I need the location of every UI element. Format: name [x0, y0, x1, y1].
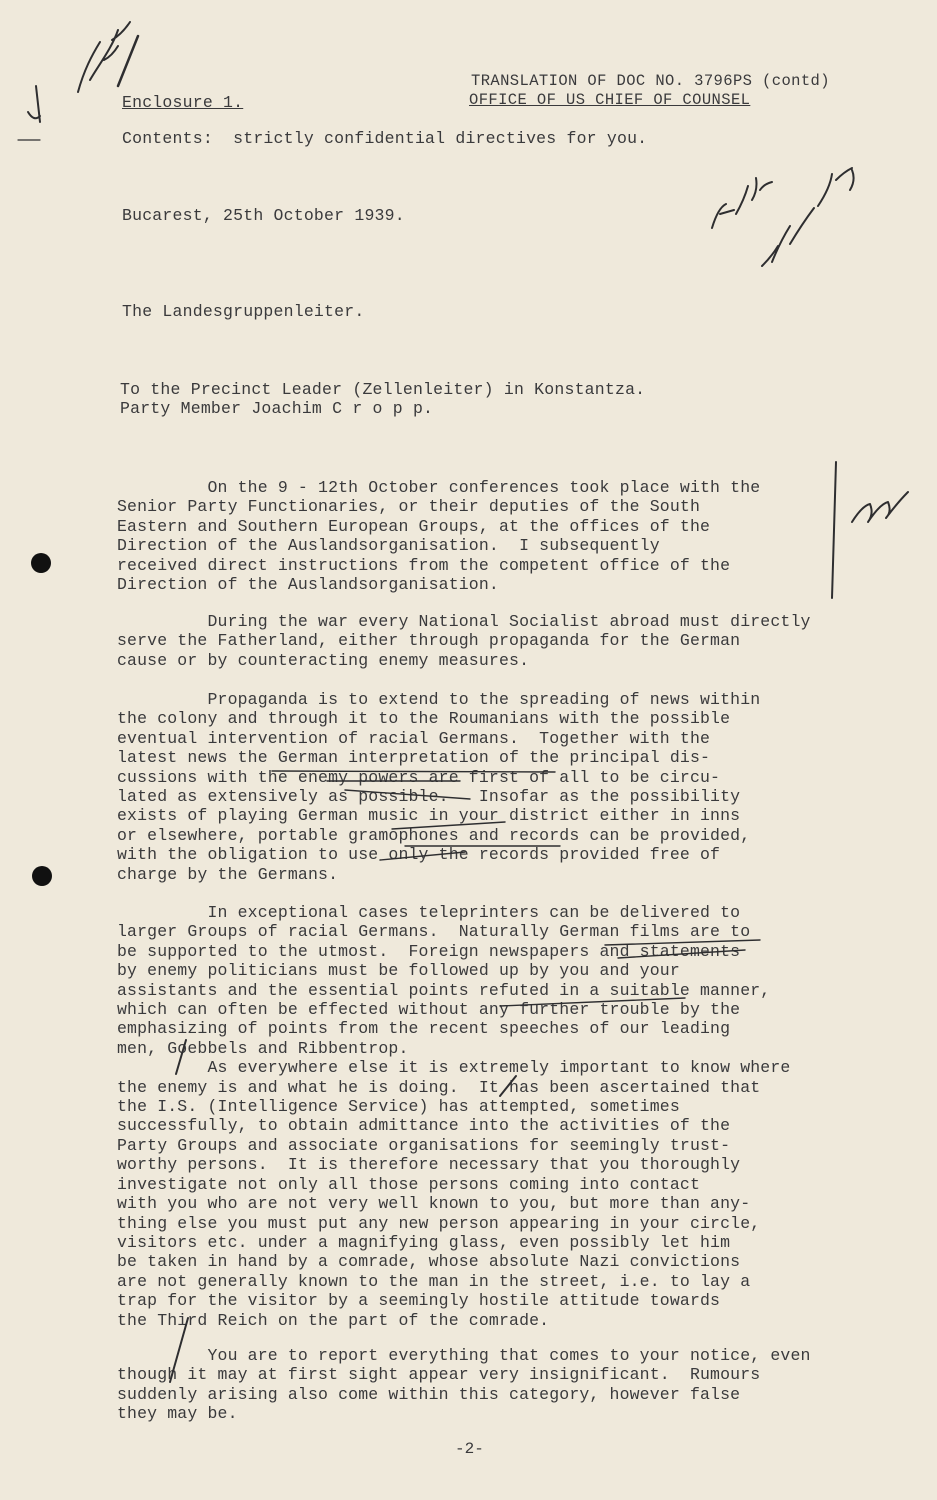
- text-line: are not generally known to the man in the street, i.e. to lay a: [117, 1271, 751, 1291]
- page-number: -2-: [455, 1440, 484, 1458]
- text-line: cause or by counteracting enemy measures.: [117, 650, 530, 670]
- text-line: Party Groups and associate organisations for seemingly trust-: [117, 1135, 731, 1155]
- text-line: serve the Fatherland, either through propaganda for the German: [117, 631, 741, 651]
- text-line: lated as extensively as possible. Insofar as the possibility: [117, 787, 741, 807]
- contents-line: Contents: strictly confidential directives for you.: [122, 129, 648, 148]
- text-line: or elsewhere, portable gramophones and records can be provided,: [117, 825, 751, 845]
- text-line: assistants and the essential points refuted in a suitable manner,: [117, 980, 771, 1000]
- text-line: As everywhere else it is extremely important to know where: [117, 1058, 791, 1078]
- text-line: with the obligation to use only the records provided free of: [117, 845, 721, 865]
- office-line: OFFICE OF US CHIEF OF COUNSEL: [469, 91, 751, 109]
- text-line: the I.S. (Intelligence Service) has attempted, sometimes: [117, 1097, 680, 1117]
- enclosure-label: Enclosure 1.: [122, 93, 244, 112]
- text-line: investigate not only all those persons coming into contact: [117, 1174, 700, 1194]
- text-line: the enemy is and what he is doing. It has been ascertained that: [117, 1077, 761, 1097]
- translation-line: TRANSLATION OF DOC NO. 3796PS (contd): [471, 72, 830, 90]
- text-line: the Third Reich on the part of the comrade.: [117, 1310, 550, 1330]
- text-line: latest news the German interpretation of the principal dis-: [117, 748, 711, 768]
- text-line: which can often be effected without any further trouble by the: [117, 1000, 741, 1020]
- text-line: During the war every National Socialist abroad must directly: [117, 612, 811, 631]
- text-line: Eastern and Southern European Groups, at the offices of the: [117, 516, 711, 536]
- text-line: In exceptional cases teleprinters can be delivered to: [117, 903, 741, 922]
- text-line: by enemy politicians must be followed up by you and your: [117, 961, 680, 981]
- recipient-line-1: To the Precinct Leader (Zellenleiter) in Konstantza.: [120, 380, 646, 399]
- text-line: though it may at first sight appear very insignificant. Rumours: [117, 1365, 761, 1385]
- text-line: the colony and through it to the Roumanians with the possible: [117, 709, 731, 729]
- recipient-line-2: Party Member Joachim C r o p p.: [120, 399, 434, 418]
- text-line: larger Groups of racial Germans. Naturally German films are to: [117, 922, 751, 942]
- text-line: emphasizing of points from the recent speeches of our leading: [117, 1019, 731, 1039]
- text-line: men, Goebbels and Ribbentrop.: [117, 1038, 409, 1058]
- text-line: You are to report everything that comes to your notice, even: [117, 1346, 811, 1365]
- place-date: Bucarest, 25th October 1939.: [122, 206, 405, 225]
- text-line: exists of playing German music in your district either in inns: [117, 806, 741, 826]
- text-line: visitors etc. under a magnifying glass, even possibly let him: [117, 1232, 731, 1252]
- sender: The Landesgruppenleiter.: [122, 302, 365, 321]
- text-line: successfully, to obtain admittance into the activities of the: [117, 1116, 731, 1136]
- text-line: be supported to the utmost. Foreign newspapers and statements: [117, 941, 741, 961]
- text-line: cussions with the enemy powers are first of all to be circu-: [117, 767, 721, 787]
- text-line: charge by the Germans.: [117, 864, 339, 884]
- text-line: worthy persons. It is therefore necessary that you thoroughly: [117, 1155, 741, 1175]
- text-line: On the 9 - 12th October conferences took place with the: [117, 478, 761, 497]
- text-line: they may be.: [117, 1404, 238, 1424]
- text-line: eventual intervention of racial Germans. Together with the: [117, 728, 711, 748]
- text-line: suddenly arising also come within this category, however false: [117, 1384, 741, 1404]
- text-line: received direct instructions from the competent office of the: [117, 555, 731, 575]
- text-line: thing else you must put any new person appearing in your circle,: [117, 1213, 761, 1233]
- text-line: with you who are not very well known to you, but more than any-: [117, 1194, 751, 1214]
- text-line: Senior Party Functionaries, or their deputies of the South: [117, 497, 700, 517]
- text-line: trap for the visitor by a seemingly hostile attitude towards: [117, 1291, 721, 1311]
- text-line: be taken in hand by a comrade, whose absolute Nazi convictions: [117, 1252, 741, 1272]
- text-line: Direction of the Auslandsorganisation.: [117, 575, 499, 595]
- text-line: Propaganda is to extend to the spreading of news within: [117, 690, 761, 709]
- text-line: Direction of the Auslandsorganisation. I subsequently: [117, 536, 660, 556]
